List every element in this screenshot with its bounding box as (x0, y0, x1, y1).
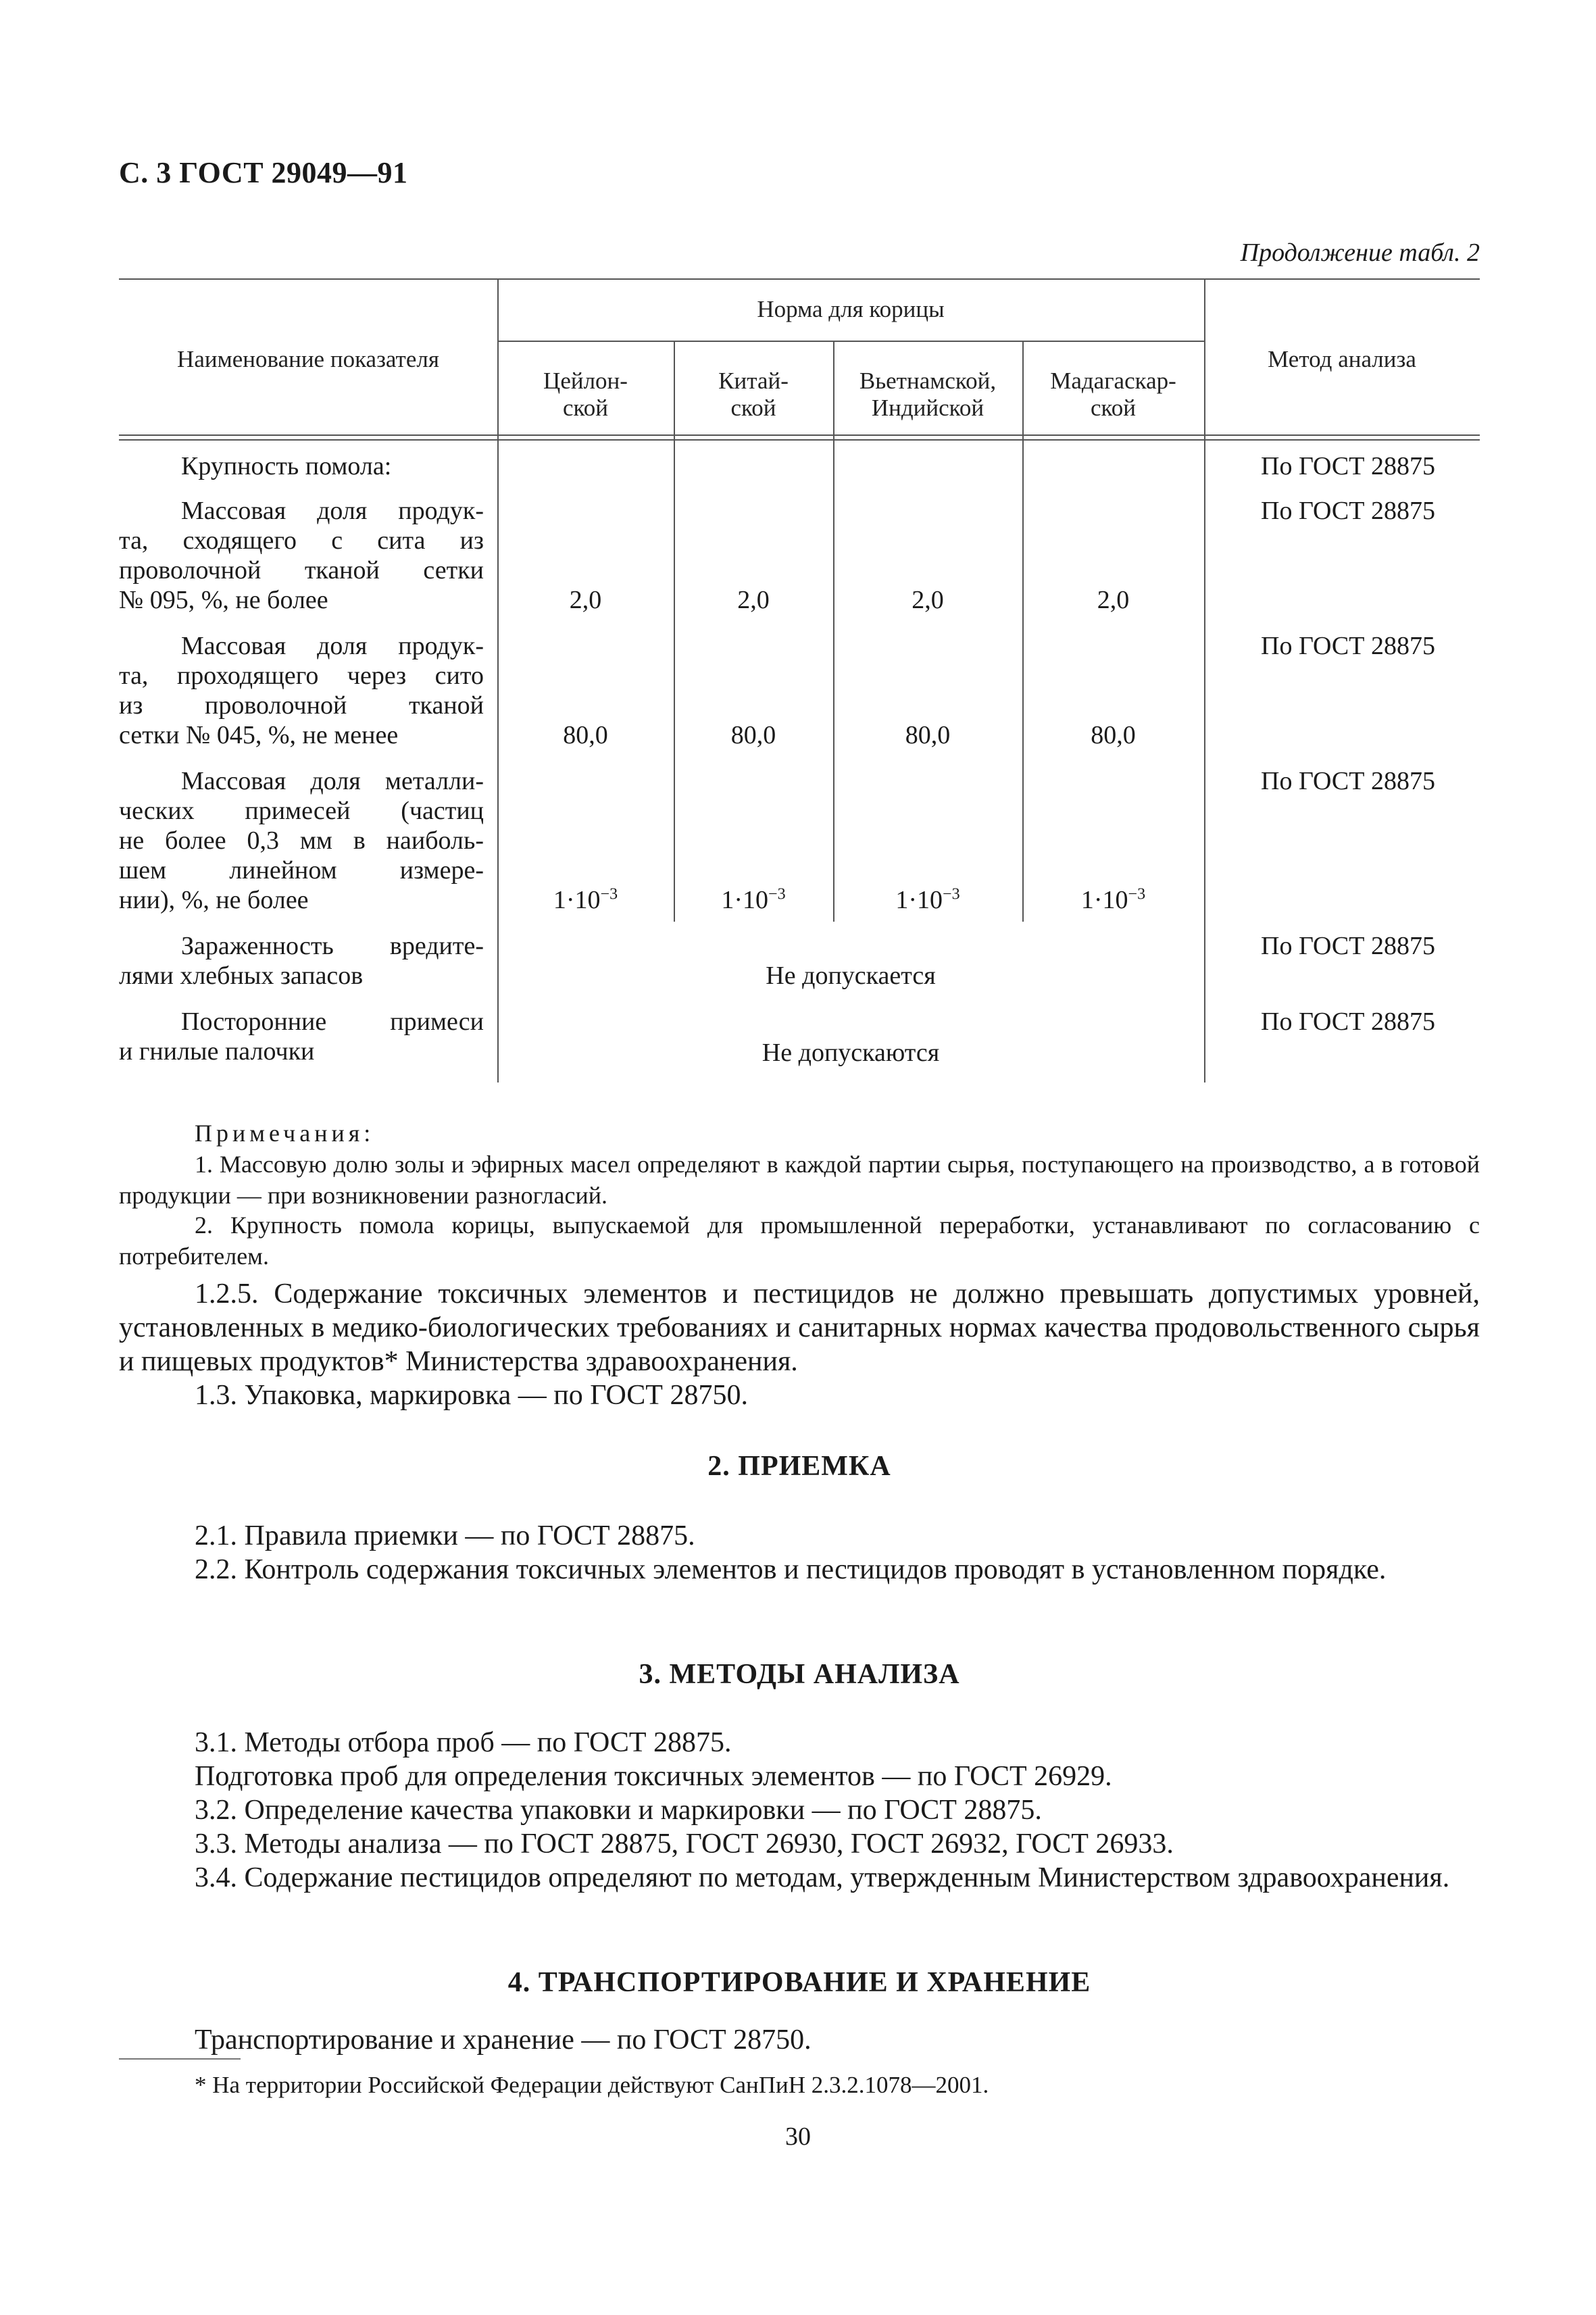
subheader-vietnamese-indian: Вьетнамской, Индийской (859, 368, 997, 421)
value-045-vietnamese: 80,0 (905, 721, 951, 749)
row-metal-impurities-name: Массовая доля металли- ческих примесей (частиц не более 0,3 мм в наиболь- шем линейном измере- нии), %, не более (119, 767, 484, 914)
value-045-madagascar: 80,0 (1091, 721, 1136, 749)
paragraph-3-1: 3.1. Методы отбора проб — по ГОСТ 28875. (195, 1727, 732, 1758)
footnote: * На территории Российской Федерации действуют СанПиН 2.3.2.1078—2001. (195, 2072, 989, 2098)
value-pest-infestation: Не допускается (766, 962, 936, 990)
paragraph-4: Транспортирование и хранение — по ГОСТ 28750. (195, 2024, 812, 2056)
row-fraction-095-name: Массовая доля продук- та, сходящего с сита из проволочной тканой сетки № 095, %, не более (119, 497, 484, 614)
row-fraction-095-method: По ГОСТ 28875 (1261, 497, 1435, 525)
header-method: Метод анализа (1268, 346, 1416, 372)
paragraph-3-2: 3.2. Определение качества упаковки и маркировки — по ГОСТ 28875. (195, 1795, 1042, 1826)
value-045-ceylon: 80,0 (563, 721, 608, 749)
header-norm: Норма для корицы (757, 296, 945, 322)
paragraph-1-2-5: 1.2.5. Содержание токсичных элементов и пестицидов не должно превышать допустимых уровней, установленных в медико-биологических требованиях и санитарных нормах качества продовольственного сырья и пищевых продуктов* Министерства здравоохранения. (119, 1278, 1480, 1377)
paragraph-3-1-prep: Подготовка проб для определения токсичных элементов — по ГОСТ 26929. (195, 1761, 1112, 1792)
value-095-madagascar: 2,0 (1097, 586, 1130, 614)
value-metal-vietnamese: $1\cdot 10^{-3}$ (895, 885, 960, 914)
value-metal-chinese: $1\cdot 10^{-3}$ (721, 885, 786, 914)
subheader-ceylon: Цейлон- ской (543, 368, 628, 421)
row-foreign-impurities-name: Посторонние примеси и гнилые палочки (119, 1007, 484, 1066)
section-3-title: 3. МЕТОДЫ АНАЛИЗА (639, 1659, 960, 1690)
note-2: 2. Крупность помола корицы, выпускаемой для промышленной переработки, устанавливают по согласованию с потребителем. (119, 1212, 1480, 1270)
paragraph-3-3: 3.3. Методы анализа — по ГОСТ 28875, ГОСТ 26930, ГОСТ 26932, ГОСТ 26933. (195, 1828, 1174, 1860)
row-foreign-impurities-method: По ГОСТ 28875 (1261, 1007, 1435, 1036)
row-fraction-045-name: Массовая доля продук- та, проходящего через сито из проволочной тканой сетки № 045, %, не менее (119, 632, 484, 749)
page-header: С. 3 ГОСТ 29049—91 (119, 156, 408, 189)
page-number: 30 (785, 2122, 811, 2151)
subheader-madagascar: Мадагаскар- ской (1050, 368, 1176, 421)
row-pest-infestation-name: Зараженность вредите- лями хлебных запасов (119, 932, 484, 990)
value-095-chinese: 2,0 (737, 586, 770, 614)
notes-title: Примечания: (195, 1120, 375, 1147)
note-1: 1. Массовую долю золы и эфирных масел определяют в каждой партии сырья, поступающего на производство, а в готовой продукции — при возникновении разногласий. (119, 1151, 1480, 1209)
paragraph-2-1: 2.1. Правила приемки — по ГОСТ 28875. (195, 1520, 695, 1551)
paragraph-3-4: 3.4. Содержание пестицидов определяют по методам, утвержденным Министерством здравоохранения. (195, 1862, 1450, 1893)
paragraph-1-3: 1.3. Упаковка, маркировка — по ГОСТ 28750. (195, 1380, 748, 1411)
section-4-title: 4. ТРАНСПОРТИРОВАНИЕ И ХРАНЕНИЕ (507, 1967, 1091, 1998)
value-045-chinese: 80,0 (730, 721, 776, 749)
header-indicator-name: Наименование показателя (177, 346, 439, 372)
footnote-rule (119, 2058, 241, 2060)
table-continuation-label: Продолжение табл. 2 (1240, 239, 1480, 267)
row-grinding-method: По ГОСТ 28875 (1261, 452, 1435, 480)
row-grinding-name: Крупность помола: (181, 452, 392, 480)
paragraph-2-2: 2.2. Контроль содержания токсичных элементов и пестицидов проводят в установленном порядке. (195, 1554, 1387, 1585)
row-pest-infestation-method: По ГОСТ 28875 (1261, 932, 1435, 960)
row-fraction-045-method: По ГОСТ 28875 (1261, 632, 1435, 660)
subheader-chinese: Китай- ской (718, 368, 789, 421)
section-2-title: 2. ПРИЕМКА (707, 1451, 891, 1482)
row-metal-impurities-method: По ГОСТ 28875 (1261, 767, 1435, 795)
value-095-vietnamese: 2,0 (912, 586, 944, 614)
value-metal-madagascar: $1\cdot 10^{-3}$ (1080, 885, 1146, 914)
value-foreign-impurities: Не допускаются (762, 1039, 940, 1067)
value-095-ceylon: 2,0 (569, 586, 602, 614)
value-metal-ceylon: $1\cdot 10^{-3}$ (553, 885, 618, 914)
